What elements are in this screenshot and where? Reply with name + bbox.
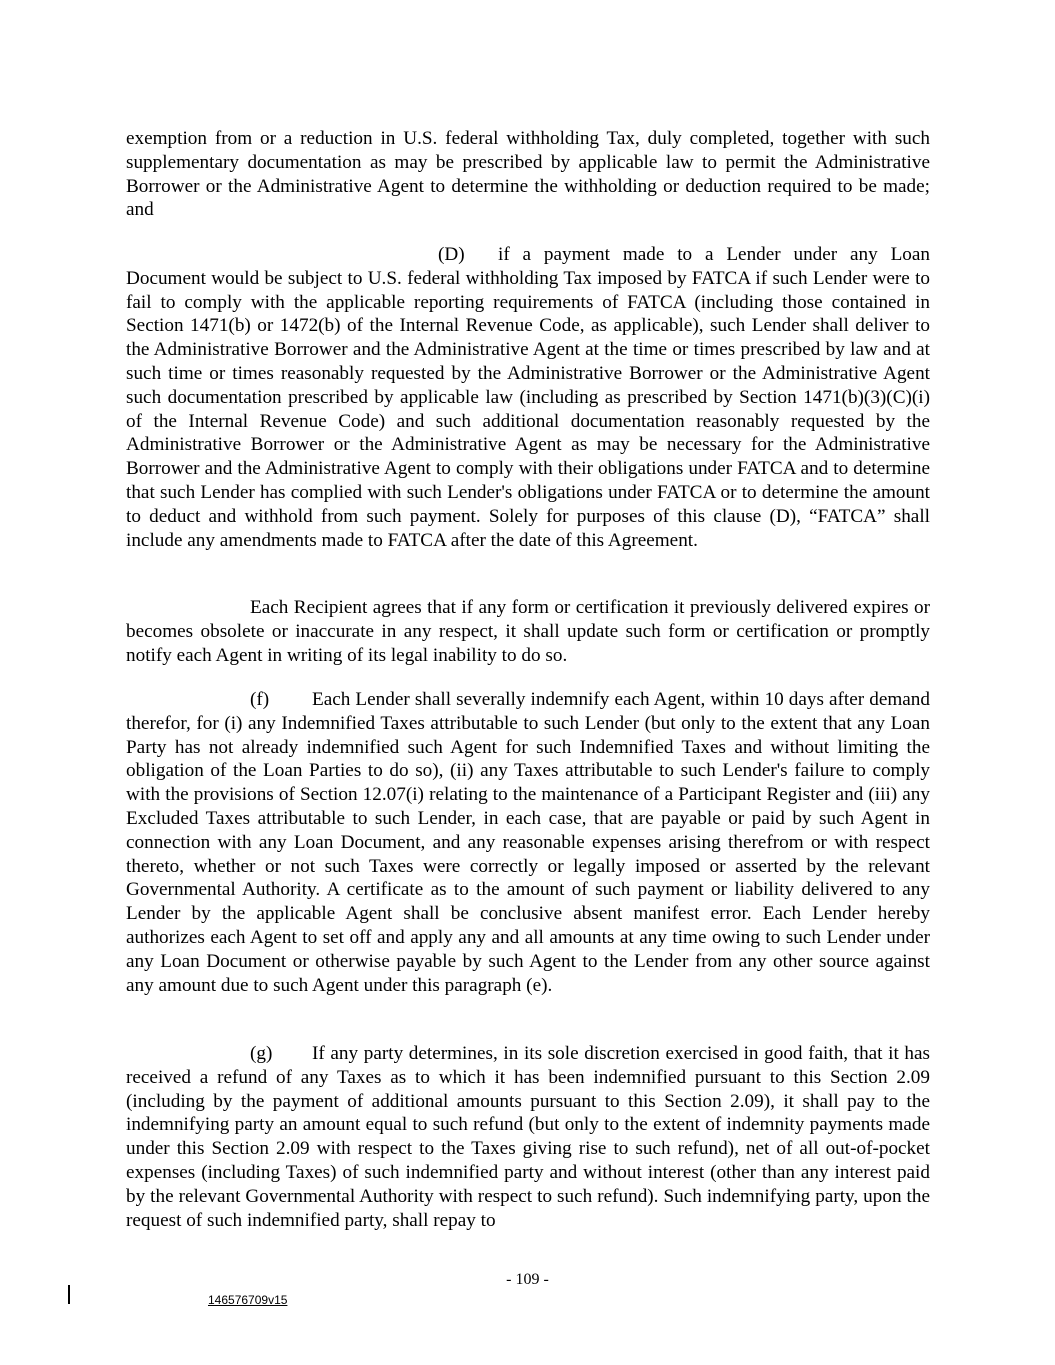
- paragraph-recipient: [126, 596, 930, 667]
- clause-label: (f): [250, 689, 270, 710]
- paragraph-clause-d: [126, 243, 930, 552]
- paragraph-text: If any party determines, in its sole discretion exercised in good faith, that it has received a refund of any Taxes as to which it has been indemnified pursuant to this Section 2.09 (including by the payment of additional amounts pursuant to this Section 2.09), it shall pay to the indemnifying party an amount equal to such refund (but only to the extent of indemnity payments made under this Section 2.09 with respect to the Taxes giving rise to such refund), net of all out-of-pocket expenses (including Taxes) of such indemnified party and without interest (other than any interest paid by the relevant Governmental Authority with respect to such refund). Such indemnifying party, upon the request of such indemnified party, shall repay to: [126, 1043, 930, 1231]
- page-number: - 109 -: [506, 1271, 549, 1288]
- document-id: 146576709v15: [208, 1293, 288, 1307]
- paragraph-text: exemption from or a reduction in U.S. federal withholding Tax, duly completed, together with such supplementary documentation as may be prescribed by applicable law to permit the Administrative Borrower or the Administrative Agent to determine the withholding or deduction required to be made; and: [126, 128, 930, 221]
- clause-label: (D): [438, 244, 465, 265]
- revision-bar: [68, 1285, 70, 1304]
- paragraph-text: if a payment made to a Lender under any Loan Document would be subject to U.S. federal withholding Tax imposed by FATCA if such Lender were to fail to comply with the applicable reporting requirements of FATCA (including those contained in Section 1471(b) or 1472(b) of the Internal Revenue Code, as applicable), such Lender shall deliver to the Administrative Borrower and the Administrative Agent at the time or times prescribed by law and at such time or times reasonably requested by the Administrative Borrower or the Administrative Agent such documentation prescribed by applicable law (including as prescribed by Section 1471(b)(3)(C)(i) of the Internal Revenue Code) and such additional documentation reasonably requested by the Administrative Borrower or the Administrative Agent as may be necessary for the Administrative Borrower and the Administrative Agent to comply with their obligations under FATCA and to determine that such Lender has complied with such Lender's obligations under FATCA or to determine the amount to deduct and withhold from such payment. Solely for purposes of this clause (D), “FATCA” shall include any amendments made to FATCA after the date of this Agreement.: [126, 244, 930, 551]
- clause-label: (g): [250, 1043, 273, 1064]
- paragraph-text: Each Recipient agrees that if any form or certification it previously delivered expires or becomes obsolete or inaccurate in any respect, it shall update such form or certification or promptly notify each Agent in writing of its legal inability to do so.: [126, 597, 930, 666]
- paragraph-clause-g: [126, 1042, 930, 1232]
- paragraph-text: Each Lender shall severally indemnify each Agent, within 10 days after demand therefor, for (i) any Indemnified Taxes attributable to such Lender (but only to the extent that any Loan Party has not already indemnified such Agent for such Indemnified Taxes and without limiting the obligation of the Loan Parties to do so), (ii) any Taxes attributable to such Lender's failure to comply with the provisions of Section 12.07(i) relating to the maintenance of a Participant Register and (iii) any Excluded Taxes attributable to such Lender, in each case, that are payable or paid by such Agent in connection with any Loan Document, and any reasonable expenses arising therefrom or with respect thereto, whether or not such Taxes were correctly or legally imposed or asserted by the relevant Governmental Authority. A certificate as to the amount of such payment or liability delivered to any Lender by the applicable Agent shall be conclusive absent manifest error. Each Lender hereby authorizes each Agent to set off and apply any and all amounts at any time owing to such Lender under any Loan Document or otherwise payable by such Agent to the Lender from any other source against any amount due to such Agent under this paragraph (e).: [126, 689, 930, 996]
- paragraph-clause-f: [126, 688, 930, 997]
- paragraph-continuation: [126, 127, 930, 222]
